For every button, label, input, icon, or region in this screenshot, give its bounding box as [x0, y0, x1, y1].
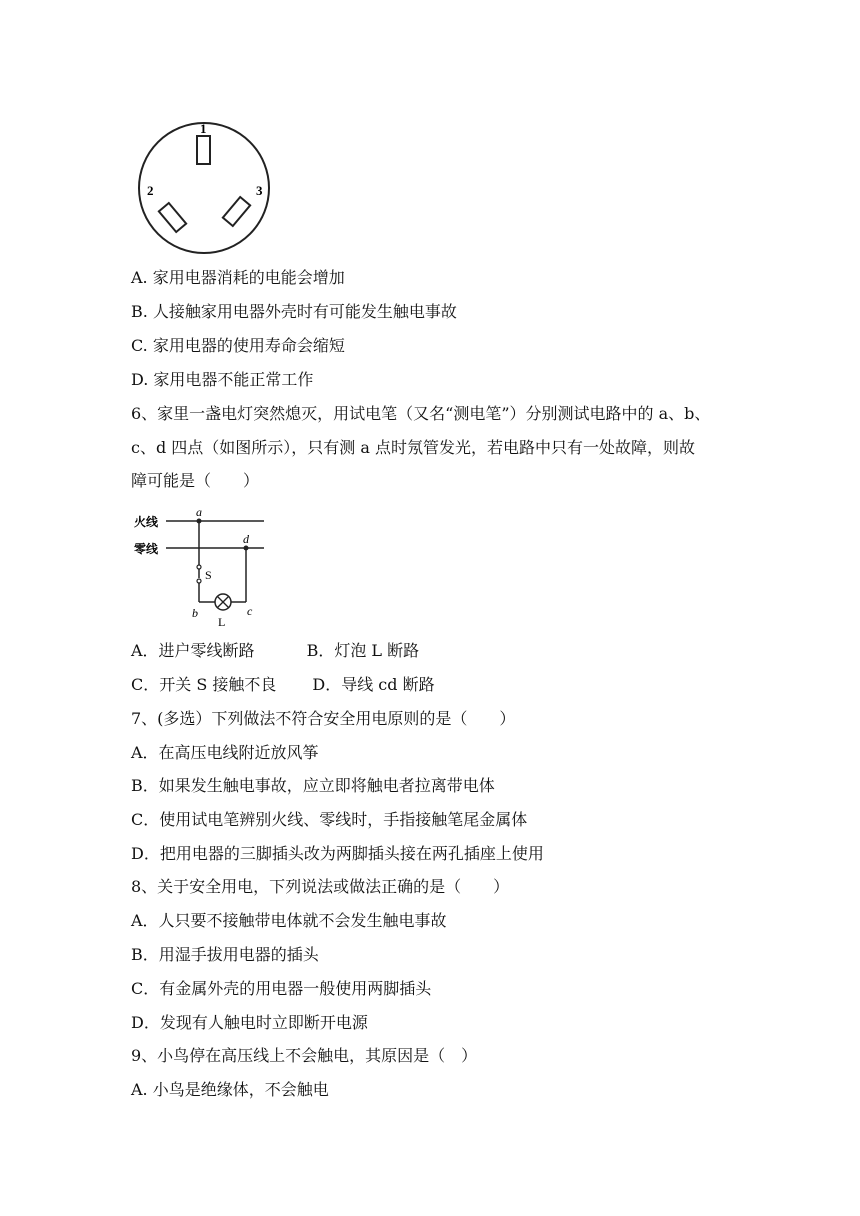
socket-pin-3 — [223, 197, 250, 226]
socket-outline — [139, 123, 269, 253]
q7-option-d: D．把用电器的三脚插头改为两脚插头接在两孔插座上使用 — [131, 844, 544, 863]
point-d-label: d — [243, 532, 249, 546]
q5-option-c: C. 家用电器的使用寿命会缩短 — [131, 336, 345, 355]
q6-option-a: A．进户零线断路 — [131, 641, 255, 660]
q7-stem: 7、(多选）下列做法不符合安全用电原则的是（ ） — [131, 709, 516, 728]
three-pin-socket-figure — [130, 118, 280, 260]
q9-option-a: A. 小鸟是绝缘体，不会触电 — [131, 1080, 329, 1099]
q5-option-b: B. 人接触家用电器外壳时有可能发生触电事故 — [131, 302, 457, 321]
point-a-label: a — [196, 505, 202, 519]
live-wire-label: 火线 — [134, 515, 159, 529]
socket-pin-1 — [197, 136, 210, 164]
q6-stem-line-2: c、d 四点（如图所示），只有测 a 点时氖管发光，若电路中只有一处故障，则故 — [131, 438, 696, 457]
q5-option-a: A. 家用电器消耗的电能会增加 — [131, 268, 345, 287]
q8-stem: 8、关于安全用电，下列说法或做法正确的是（ ） — [131, 877, 510, 896]
socket-pin-2 — [159, 203, 186, 232]
q9-stem: 9、小鸟停在高压线上不会触电，其原因是（ ） — [131, 1046, 478, 1065]
q6-options-row-2 — [131, 675, 435, 695]
q5-option-d: D. 家用电器不能正常工作 — [131, 370, 314, 389]
q6-stem-line-3: 障可能是（ ） — [131, 471, 260, 490]
socket-pin-2-label: 2 — [147, 183, 154, 198]
q8-option-a: A．人只要不接触带电体就不会发生触电事故 — [131, 911, 447, 930]
q8-option-c: C．有金属外壳的用电器一般使用两脚插头 — [131, 979, 432, 998]
q7-option-c: C．使用试电笔辨别火线、零线时，手指接触笔尾金属体 — [131, 810, 528, 829]
q7-option-a: A．在高压电线附近放风筝 — [131, 743, 319, 762]
neutral-wire-label: 零线 — [134, 542, 159, 556]
q6-stem-line-1: 6、家里一盏电灯突然熄灭，用试电笔（又名“测电笔”）分别测试电路中的 a、b、 — [131, 404, 711, 423]
q8-option-d: D．发现有人触电时立即断开电源 — [131, 1013, 368, 1032]
switch-terminal-top — [197, 565, 201, 569]
q6-circuit-figure — [130, 505, 270, 630]
lamp-label: L — [218, 615, 226, 629]
q7-option-b: B．如果发生触电事故，应立即将触电者拉离带电体 — [131, 776, 495, 795]
switch-terminal-bottom — [197, 579, 201, 583]
q6-option-c: C．开关 S 接触不良 — [131, 675, 277, 694]
q6-option-b: B．灯泡 L 断路 — [306, 641, 420, 660]
switch-label: S — [205, 568, 212, 582]
q6-option-d: D．导线 cd 断路 — [312, 675, 435, 694]
socket-pin-3-label: 3 — [256, 183, 263, 198]
point-c-label: c — [247, 604, 253, 618]
q8-option-b: B．用湿手拔用电器的插头 — [131, 945, 319, 964]
socket-pin-1-label: 1 — [200, 121, 207, 136]
point-b-label: b — [192, 606, 198, 620]
q6-options-row-1 — [131, 641, 419, 661]
